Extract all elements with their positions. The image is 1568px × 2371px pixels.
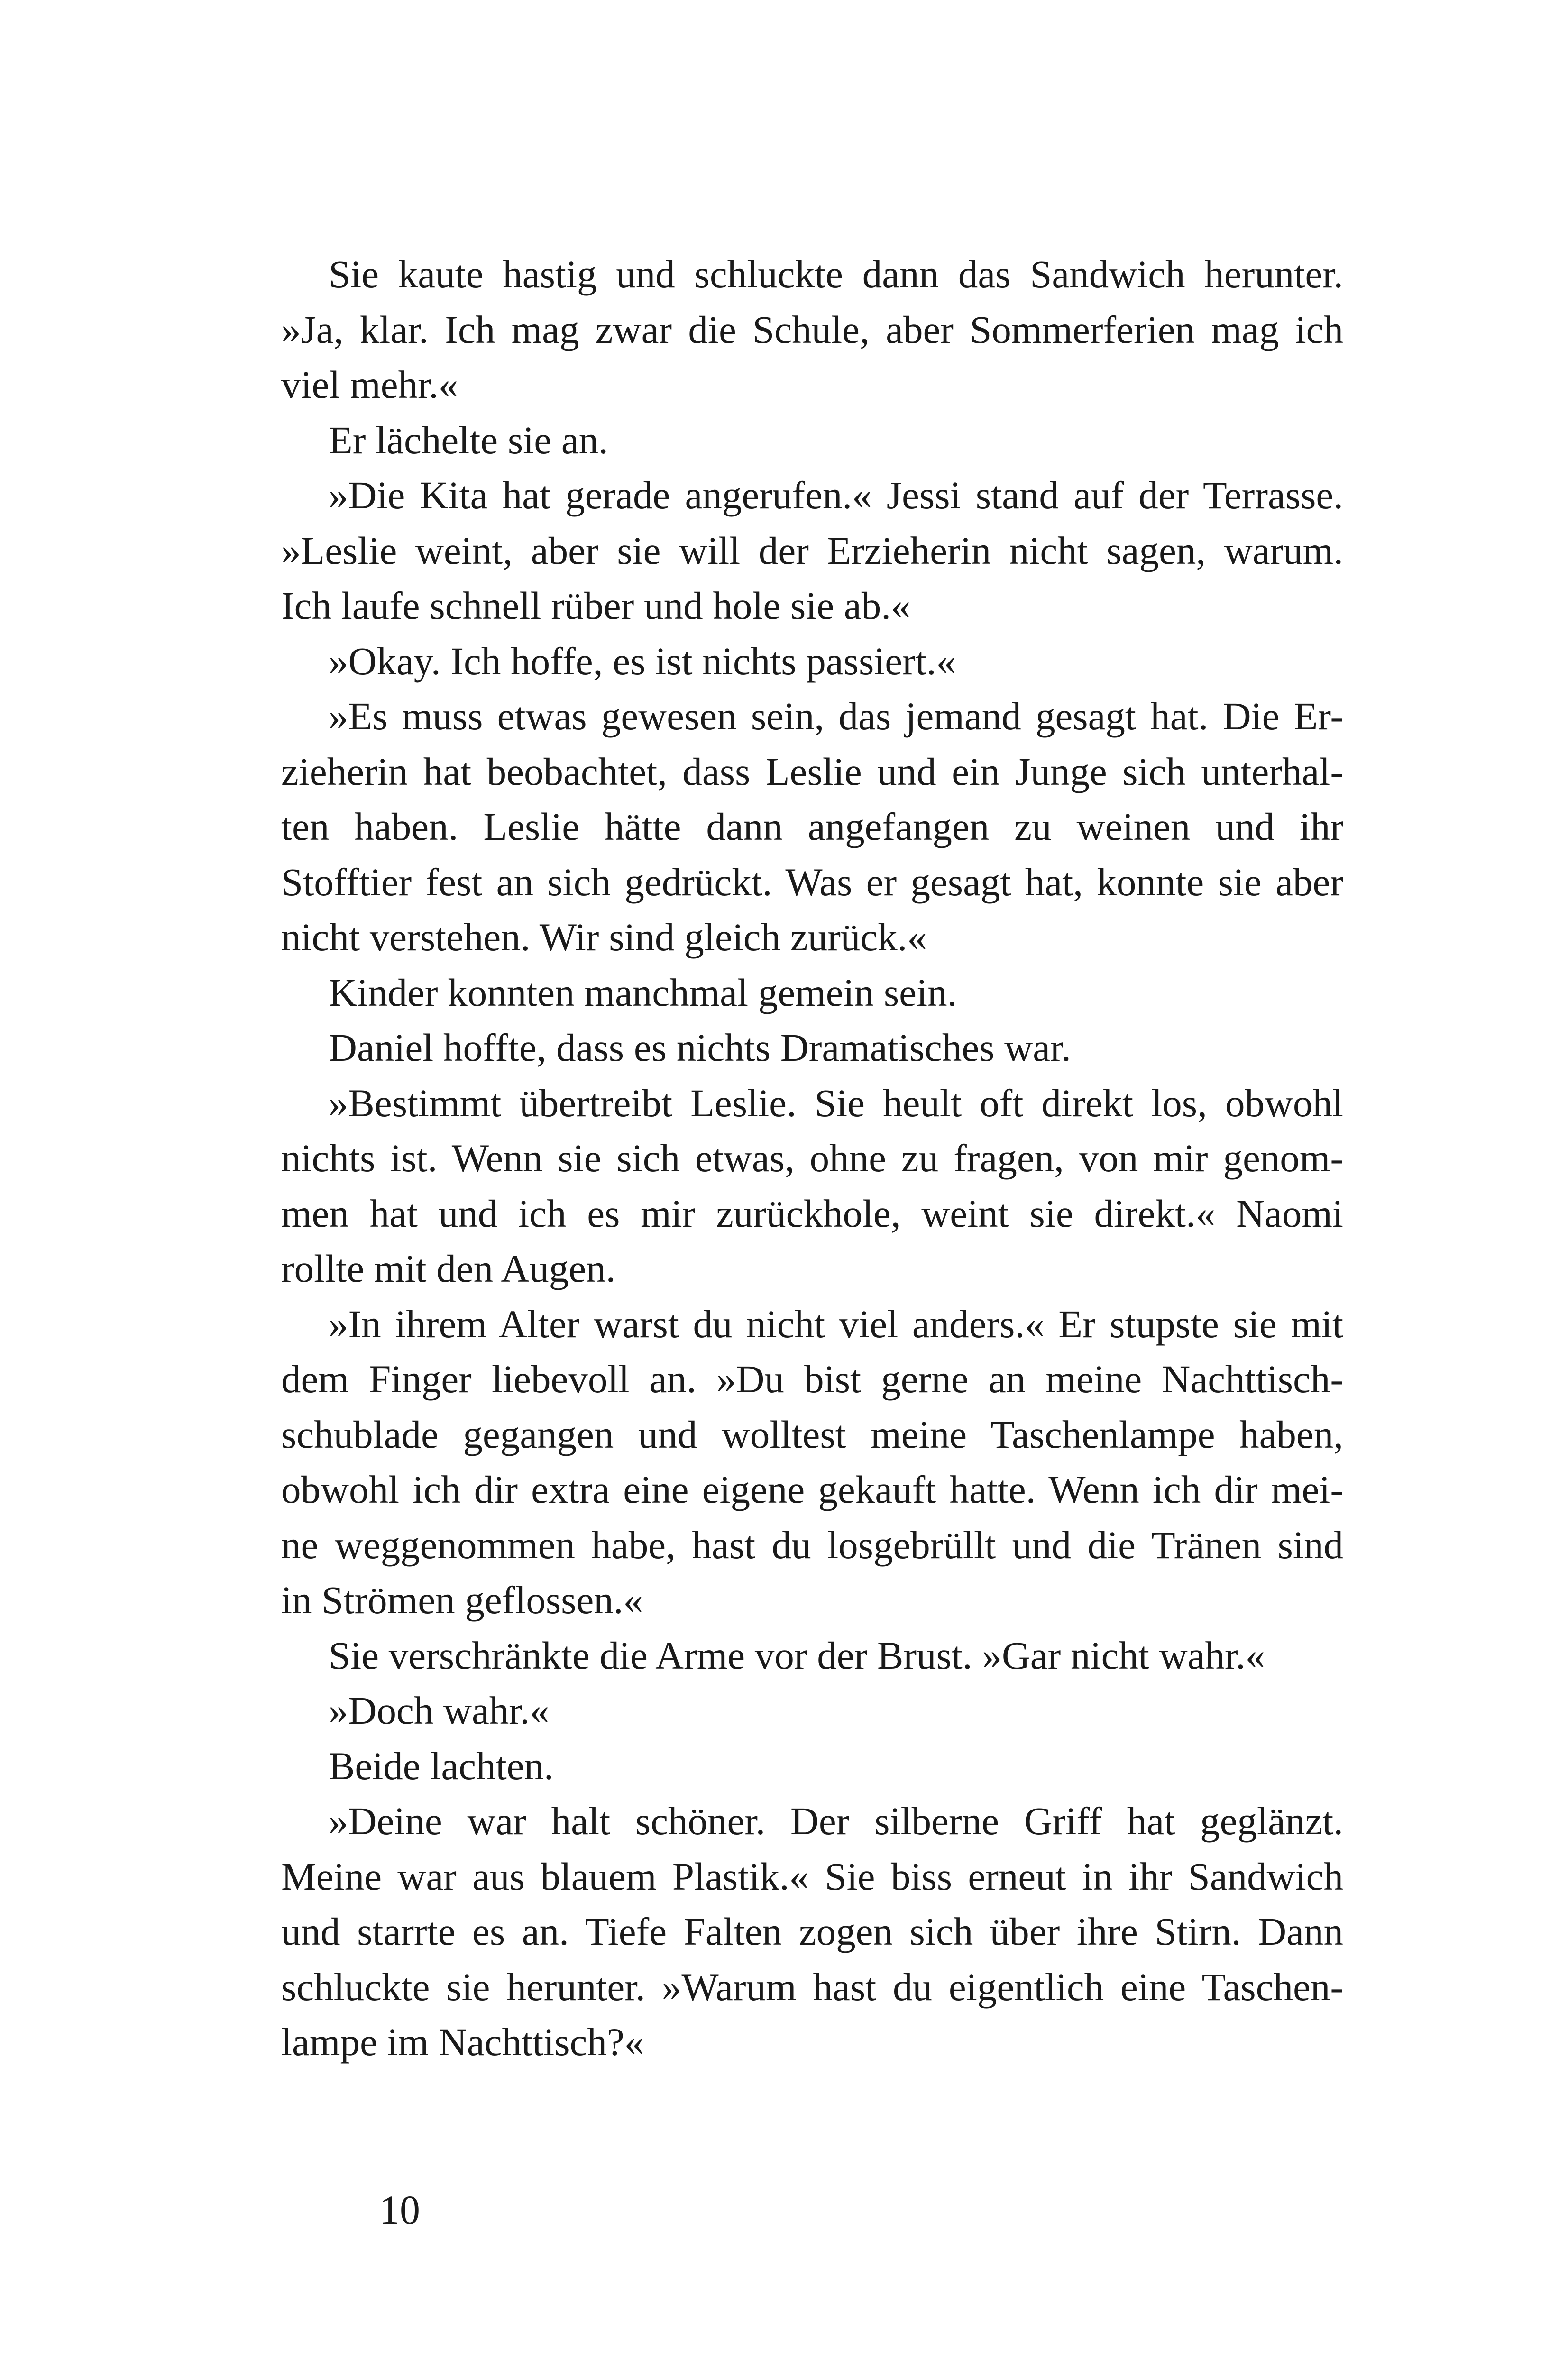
text-line: dem Finger liebevoll an. »Du bist gerne an meine Nachttisch-	[281, 1357, 1343, 1401]
text-line: nicht verstehen. Wir sind gleich zurück.«	[281, 915, 927, 959]
text-line: Kinder konnten manchmal gemein sein.	[329, 970, 957, 1014]
text-line: Beide lachten.	[329, 1744, 554, 1788]
text-line: »Doch wahr.«	[329, 1689, 550, 1732]
text-line: Stofftier fest an sich gedrückt. Was er gesagt hat, konnte sie aber	[281, 860, 1343, 904]
text-line: Er lächelte sie an.	[329, 418, 608, 462]
text-line: »Bestimmt übertreibt Leslie. Sie heult oft direkt los, obwohl	[329, 1081, 1343, 1125]
text-line: »Deine war halt schöner. Der silberne Griff hat geglänzt.	[329, 1799, 1343, 1843]
text-line: men hat und ich es mir zurückhole, weint sie direkt.« Naomi	[281, 1191, 1343, 1235]
text-line: »Leslie weint, aber sie will der Erzieherin nicht sagen, warum.	[281, 528, 1343, 572]
text-line: und starrte es an. Tiefe Falten zogen sich über ihre Stirn. Dann	[281, 1910, 1343, 1953]
text-line: schublade gegangen und wolltest meine Taschenlampe haben,	[281, 1412, 1343, 1456]
text-line: »Okay. Ich hoffe, es ist nichts passiert.«	[329, 639, 956, 683]
text-line: ne weggenommen habe, hast du losgebrüllt und die Tränen sind	[281, 1523, 1343, 1567]
text-line: »Ja, klar. Ich mag zwar die Schule, aber Sommerferien mag ich	[281, 307, 1343, 351]
text-line: Ich laufe schnell rüber und hole sie ab.«	[281, 584, 911, 627]
body-text	[281, 247, 1343, 2070]
page-number: 10	[379, 2187, 420, 2233]
text-line: ten haben. Leslie hätte dann angefangen zu weinen und ihr	[281, 805, 1343, 848]
text-line: Sie verschränkte die Arme vor der Brust. »Gar nicht wahr.«	[329, 1633, 1265, 1677]
text-line: »Die Kita hat gerade angerufen.« Jessi stand auf der Terrasse.	[329, 473, 1343, 517]
text-line: nichts ist. Wenn sie sich etwas, ohne zu fragen, von mir genom-	[281, 1136, 1343, 1180]
text-line: obwohl ich dir extra eine eigene gekauft hatte. Wenn ich dir mei-	[281, 1468, 1343, 1511]
text-line: Meine war aus blauem Plastik.« Sie biss erneut in ihr Sandwich	[281, 1854, 1343, 1898]
text-line: zieherin hat beobachtet, dass Leslie und ein Junge sich unterhal-	[281, 749, 1343, 793]
text-line: in Strömen geflossen.«	[281, 1578, 643, 1622]
text-line: Sie kaute hastig und schluckte dann das Sandwich herunter.	[329, 252, 1343, 296]
text-line: viel mehr.«	[281, 363, 458, 406]
text-line: schluckte sie herunter. »Warum hast du eigentlich eine Taschen-	[281, 1965, 1343, 2009]
text-line: lampe im Nachttisch?«	[281, 2020, 644, 2064]
text-line: »In ihrem Alter warst du nicht viel anders.« Er stupste sie mit	[329, 1302, 1343, 1346]
text-line: rollte mit den Augen.	[281, 1247, 616, 1290]
text-line: Daniel hoffte, dass es nichts Dramatisches war.	[329, 1026, 1071, 1069]
text-line: »Es muss etwas gewesen sein, das jemand gesagt hat. Die Er-	[329, 694, 1343, 738]
